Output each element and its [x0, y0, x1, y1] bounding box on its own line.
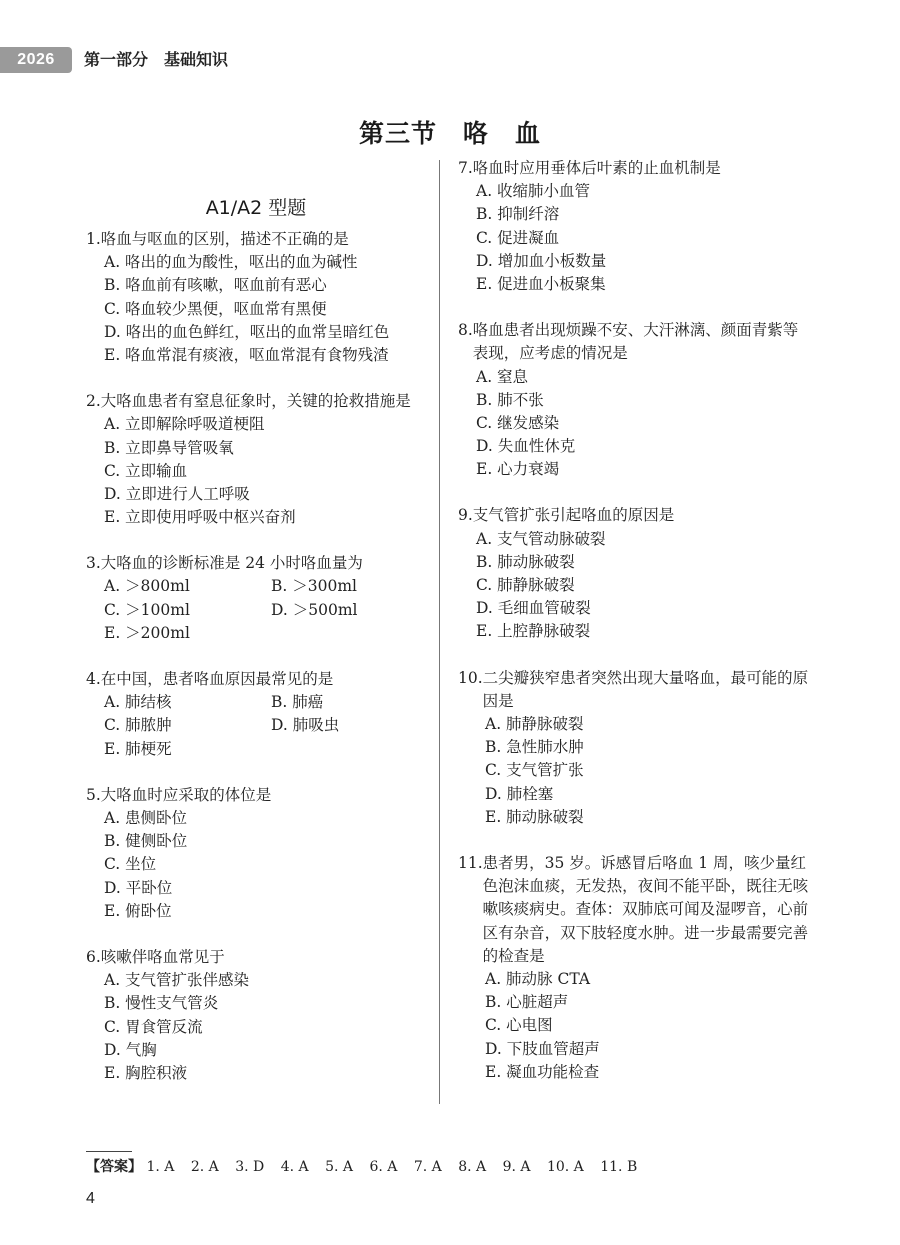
question-text: 二尖瓣狭窄患者突然出现大量咯血，最可能的原因是	[482, 668, 809, 710]
option-d: D. ＞500ml	[271, 600, 358, 619]
question-number: 7.	[458, 159, 473, 177]
question-stem	[86, 784, 426, 807]
option-e: E. 立即使用呼吸中枢兴奋剂	[104, 508, 296, 527]
option-c: C. ＞100ml	[104, 600, 190, 619]
option-e: E. 俯卧位	[104, 901, 172, 920]
question-10	[458, 667, 810, 829]
question-text: 支气管扩张引起咯血的原因是	[472, 506, 675, 525]
option-list	[86, 413, 426, 529]
question-stem	[86, 228, 426, 251]
answer-item: 2. A	[190, 1159, 219, 1175]
option-c: C. 心电图	[485, 1016, 553, 1035]
option-a: A. 肺动脉 CTA	[485, 969, 591, 988]
question-8	[458, 319, 810, 481]
option-d: D. 肺栓塞	[485, 784, 554, 803]
question-number: 11.	[458, 853, 483, 872]
option-c: C. 肺静脉破裂	[476, 576, 575, 595]
answer-key	[86, 1156, 649, 1178]
option-a: A. 支气管扩张伴感染	[104, 971, 250, 990]
left-column	[86, 194, 426, 1108]
option-c: C. 立即输血	[104, 461, 188, 480]
option-d: D. 咯出的血色鲜红，呕出的血常呈暗红色	[104, 322, 390, 341]
option-d: D. 肺吸虫	[271, 716, 340, 735]
question-number: 4.	[86, 670, 101, 689]
question-stem	[86, 946, 426, 969]
option-d: D. 平卧位	[104, 878, 173, 897]
question-stem	[458, 504, 810, 527]
option-d: D. 增加血小板数量	[476, 251, 607, 270]
question-number: 1.	[86, 230, 101, 248]
option-e: E. 胸腔积液	[104, 1063, 188, 1082]
question-text: 大咯血的诊断标准是 24 小时咯血量为	[100, 554, 363, 573]
question-text: 大咯血时应采取的体位是	[100, 785, 272, 804]
question-stem	[458, 157, 810, 180]
option-list	[458, 713, 810, 829]
option-d: D. 失血性休克	[476, 437, 576, 456]
option-list	[86, 807, 426, 923]
option-b: B. 慢性支气管炎	[104, 994, 219, 1013]
column-divider	[439, 160, 440, 1104]
question-3	[86, 552, 426, 645]
question-number: 3.	[86, 554, 101, 573]
option-e: E. ＞200ml	[104, 623, 190, 642]
question-number: 6.	[86, 947, 101, 966]
answer-item: 7. A	[413, 1159, 442, 1175]
answer-item: 4. A	[280, 1159, 309, 1175]
question-number: 9.	[458, 506, 473, 525]
answer-item: 3. D	[235, 1159, 265, 1175]
option-d: D. 立即进行人工呼吸	[104, 484, 250, 503]
option-a: A. 支气管动脉破裂	[476, 529, 606, 548]
option-list	[86, 575, 426, 645]
option-b: B. 肺动脉破裂	[476, 552, 575, 571]
option-d: D. 毛细血管破裂	[476, 599, 591, 618]
answer-item: 9. A	[502, 1159, 531, 1175]
option-e: E. 心力衰竭	[476, 460, 560, 479]
question-6	[86, 946, 426, 1085]
option-a: A. 窒息	[476, 367, 529, 386]
option-c: C. 肺脓肿	[104, 716, 172, 735]
question-text: 患者男，35 岁。诉感冒后咯血 1 周，咳少量红色泡沫血痰，无发热，夜间不能平卧，既往无咳嗽咳痰病史。查体：双肺底可闻及湿啰音，心前区有杂音，双下肢轻度水肿。进一步最需要完善的检查是	[482, 853, 809, 965]
option-a: A. 收缩肺小血管	[476, 182, 591, 201]
question-type-heading: A1/A2 型题	[205, 197, 307, 219]
answer-item: 11. B	[600, 1159, 638, 1175]
question-text: 咯血患者出现烦躁不安、大汗淋漓、颜面青紫等表现，应考虑的情况是	[472, 321, 799, 363]
answer-item: 10. A	[546, 1159, 584, 1175]
question-number: 5.	[86, 785, 101, 804]
option-c: C. 促进凝血	[476, 228, 560, 247]
option-b: B. 急性肺水肿	[485, 738, 584, 757]
option-e: E. 肺梗死	[104, 739, 172, 758]
option-b: B. ＞300ml	[271, 577, 357, 596]
option-a: A. 咯出的血为酸性，呕出的血为碱性	[104, 253, 358, 272]
question-5	[86, 784, 426, 923]
option-e: E. 凝血功能检查	[485, 1062, 600, 1081]
option-b: B. 心脏超声	[485, 993, 569, 1012]
option-list	[458, 180, 810, 296]
option-c: C. 坐位	[104, 855, 157, 874]
question-text: 咯血与呕血的区别，描述不正确的是	[100, 230, 349, 248]
question-number: 8.	[458, 321, 473, 340]
option-a: A. ＞800ml	[104, 577, 190, 596]
year-badge: 2026	[0, 47, 72, 73]
question-9	[458, 504, 810, 643]
option-b: B. 抑制纤溶	[476, 205, 560, 224]
question-text: 咳嗽伴咯血常见于	[100, 947, 225, 966]
question-stem	[458, 319, 810, 365]
question-4	[86, 668, 426, 761]
answer-item: 6. A	[369, 1159, 398, 1175]
answer-item: 5. A	[325, 1159, 353, 1175]
question-number: 2.	[86, 392, 101, 411]
option-list	[86, 251, 426, 367]
question-stem	[86, 390, 426, 413]
answer-key-label: 【答案】	[86, 1159, 142, 1175]
question-2	[86, 390, 426, 529]
option-a: A. 立即解除呼吸道梗阻	[104, 415, 265, 434]
answer-key-rule	[86, 1151, 132, 1152]
option-c: C. 胃食管反流	[104, 1017, 203, 1036]
question-stem	[86, 668, 426, 691]
section-title: 第三节 咯 血	[358, 119, 541, 148]
option-e: E. 上腔静脉破裂	[476, 622, 591, 641]
option-a: A. 肺静脉破裂	[485, 715, 584, 734]
option-a: A. 肺结核	[104, 693, 172, 712]
question-stem	[458, 852, 810, 968]
question-text: 在中国，患者咯血原因最常见的是	[100, 670, 334, 689]
option-d: D. 气胸	[104, 1040, 157, 1059]
option-e: E. 肺动脉破裂	[485, 807, 584, 826]
option-c: C. 支气管扩张	[485, 761, 584, 780]
question-text: 大咯血患者有窒息征象时，关键的抢救措施是	[100, 392, 411, 411]
option-list	[458, 528, 810, 644]
option-list	[86, 691, 426, 761]
option-d: D. 下肢血管超声	[485, 1039, 600, 1058]
option-e: E. 促进血小板聚集	[476, 274, 606, 293]
answer-item: 8. A	[458, 1159, 487, 1175]
option-b: B. 咯血前有咳嗽，呕血前有恶心	[104, 276, 327, 295]
option-b: B. 肺癌	[271, 693, 324, 712]
page-number: 4	[86, 1190, 95, 1207]
part-title: 第一部分 基础知识	[84, 50, 229, 69]
option-b: B. 立即鼻导管吸氧	[104, 438, 234, 457]
question-stem	[86, 552, 426, 575]
option-list	[458, 968, 810, 1084]
question-stem	[458, 667, 810, 713]
answer-item: 1. A	[146, 1159, 175, 1175]
right-column	[458, 157, 810, 1107]
option-list	[86, 969, 426, 1085]
option-list	[458, 366, 810, 482]
option-b: B. 肺不张	[476, 390, 544, 409]
question-text: 咯血时应用垂体后叶素的止血机制是	[472, 159, 721, 177]
question-1	[86, 228, 426, 367]
option-c: C. 咯血较少黑便，呕血常有黑便	[104, 299, 327, 318]
option-e: E. 咯血常混有痰液，呕血常混有食物残渣	[104, 345, 389, 364]
question-7	[458, 157, 810, 296]
question-number: 10.	[458, 668, 483, 687]
option-c: C. 继发感染	[476, 413, 560, 432]
option-a: A. 患侧卧位	[104, 809, 188, 828]
question-11	[458, 852, 810, 1084]
option-b: B. 健侧卧位	[104, 832, 188, 851]
